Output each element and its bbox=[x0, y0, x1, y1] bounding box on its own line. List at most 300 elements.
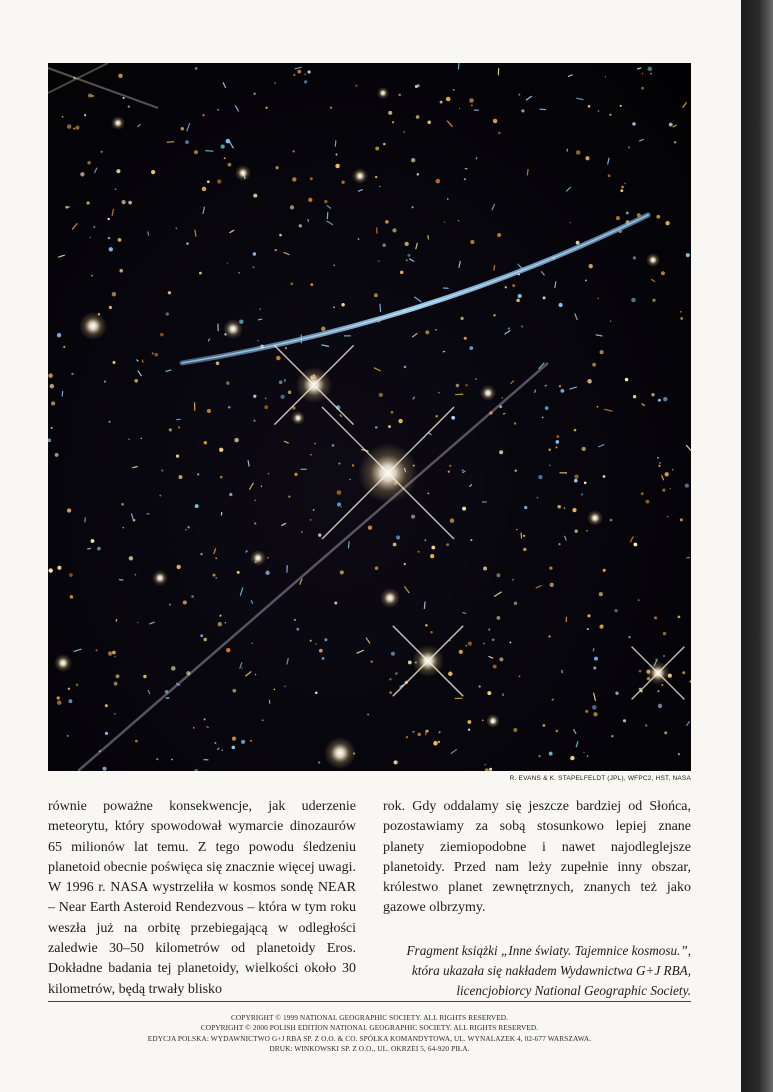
faint-star bbox=[296, 628, 299, 631]
faint-star bbox=[288, 390, 292, 394]
faint-star bbox=[241, 740, 245, 744]
faint-star bbox=[358, 238, 360, 240]
faint-star bbox=[255, 674, 257, 676]
diffraction-spike-corner-2 bbox=[48, 63, 108, 93]
faint-star bbox=[658, 704, 662, 708]
faint-star bbox=[388, 425, 391, 428]
faint-star bbox=[154, 353, 158, 357]
faint-star bbox=[585, 279, 587, 281]
faint-star bbox=[313, 509, 315, 511]
faint-star bbox=[512, 284, 515, 287]
faint-star bbox=[338, 463, 340, 465]
faint-star bbox=[523, 548, 526, 551]
faint-star bbox=[389, 691, 392, 694]
cosmic-ray-streak bbox=[138, 124, 141, 127]
faint-star bbox=[435, 415, 437, 417]
cosmic-ray-streak bbox=[230, 142, 234, 149]
faint-star bbox=[523, 535, 525, 537]
faint-star bbox=[468, 729, 470, 731]
cosmic-ray-streak bbox=[527, 169, 528, 175]
faint-star bbox=[292, 177, 296, 181]
cosmic-ray-streak bbox=[511, 381, 514, 384]
faint-star bbox=[57, 333, 61, 337]
cosmic-ray-streak bbox=[521, 533, 522, 539]
faint-star bbox=[559, 303, 563, 307]
faint-star bbox=[253, 266, 255, 268]
cosmic-ray-streak bbox=[545, 385, 547, 386]
faint-star bbox=[663, 655, 665, 657]
faint-star bbox=[200, 553, 202, 555]
cosmic-ray-streak bbox=[245, 671, 251, 676]
faint-star bbox=[250, 740, 252, 742]
bright-star bbox=[486, 714, 500, 728]
faint-star bbox=[299, 224, 302, 227]
faint-star bbox=[301, 531, 303, 533]
faint-star bbox=[195, 67, 198, 70]
faint-star bbox=[415, 85, 418, 88]
faint-star bbox=[55, 453, 59, 457]
faint-star bbox=[600, 625, 603, 628]
faint-star bbox=[76, 683, 79, 686]
faint-star bbox=[483, 567, 487, 571]
faint-star bbox=[438, 392, 440, 394]
faint-star bbox=[436, 179, 441, 184]
diffraction-spike-long bbox=[78, 363, 548, 771]
faint-star bbox=[537, 497, 539, 499]
faint-star bbox=[156, 758, 158, 760]
faint-star bbox=[253, 420, 255, 422]
faint-star bbox=[161, 470, 163, 472]
faint-star bbox=[318, 533, 321, 536]
faint-star bbox=[221, 145, 225, 149]
faint-star bbox=[418, 551, 420, 553]
faint-star bbox=[589, 264, 593, 268]
faint-star bbox=[123, 97, 125, 99]
faint-star bbox=[135, 740, 138, 743]
faint-star bbox=[652, 299, 655, 302]
faint-star bbox=[51, 427, 53, 429]
cosmic-ray-streak bbox=[72, 223, 77, 229]
faint-star bbox=[128, 201, 132, 205]
cosmic-ray-streak bbox=[214, 548, 216, 554]
faint-star bbox=[680, 518, 683, 521]
faint-star bbox=[416, 115, 420, 119]
copyright-line: EDYCJA POLSKA: WYDAWNICTWO G+J RBA SP. Z O.O. & CO. SPÓŁKA KOMANDYTOWA, UL. WYNALAZEK 4, 02-677 WARSZAWA. bbox=[147, 1033, 592, 1043]
cosmic-ray-streak bbox=[686, 558, 690, 559]
cosmic-ray-streak bbox=[569, 387, 577, 389]
faint-star bbox=[67, 124, 71, 128]
faint-star bbox=[264, 405, 268, 409]
faint-star bbox=[288, 495, 290, 497]
faint-star bbox=[646, 500, 650, 504]
cosmic-ray-streak bbox=[565, 536, 567, 541]
faint-star bbox=[475, 378, 477, 380]
faint-star bbox=[391, 652, 395, 656]
faint-star bbox=[425, 330, 429, 334]
cosmic-ray-streak bbox=[74, 649, 82, 651]
faint-star bbox=[335, 164, 340, 169]
faint-star bbox=[116, 674, 120, 678]
cosmic-ray-streak bbox=[374, 368, 381, 371]
article-left-column bbox=[48, 797, 356, 1000]
cosmic-ray-streak bbox=[596, 335, 603, 336]
cosmic-ray-streak bbox=[132, 467, 137, 468]
faint-star bbox=[603, 569, 606, 572]
cosmic-ray-streak bbox=[322, 345, 329, 347]
cosmic-ray-streak bbox=[489, 656, 494, 658]
faint-star bbox=[598, 110, 600, 112]
faint-star bbox=[379, 393, 383, 397]
faint-star bbox=[268, 473, 269, 474]
faint-star bbox=[255, 500, 256, 501]
faint-star bbox=[114, 656, 115, 657]
faint-star bbox=[379, 186, 380, 187]
faint-star bbox=[371, 660, 373, 662]
faint-star bbox=[228, 163, 232, 167]
cosmic-ray-streak bbox=[187, 123, 190, 131]
cosmic-ray-streak bbox=[119, 580, 123, 581]
faint-star bbox=[449, 465, 451, 467]
faint-star bbox=[333, 264, 335, 266]
faint-star bbox=[193, 727, 195, 729]
cosmic-ray-streak bbox=[428, 235, 429, 239]
faint-star bbox=[514, 602, 517, 605]
cosmic-ray-streak bbox=[148, 690, 150, 694]
cosmic-ray-streak bbox=[637, 68, 641, 69]
cosmic-ray-streak bbox=[269, 700, 270, 704]
cosmic-ray-streak bbox=[166, 370, 172, 372]
faint-star bbox=[433, 741, 438, 746]
faint-star bbox=[667, 516, 668, 517]
faint-star bbox=[108, 421, 110, 423]
faint-star bbox=[411, 515, 415, 519]
faint-star bbox=[430, 554, 434, 558]
cosmic-ray-streak bbox=[131, 513, 133, 521]
faint-star bbox=[549, 752, 553, 756]
faint-star bbox=[685, 484, 689, 488]
faint-star bbox=[319, 649, 323, 653]
cosmic-ray-streak bbox=[308, 219, 309, 222]
faint-star bbox=[160, 333, 164, 337]
cosmic-ray-streak bbox=[205, 151, 213, 152]
faint-star bbox=[285, 347, 287, 349]
article-paragraph: równie poważne konsekwencje, jak uderzenie meteorytu, który spowodował wymarcie dinozaurów 65 milionów lat temu. Z tego powodu śledzeniu planetoid obecnie poświęca się znacznie więcej uwagi. W 1996 r. NASA wystrzeliła w kosmos sondę NEAR – Near Earth Asteroid Rendezvous – która w tym roku weszła już na orbitę przebiegającą w odległości zaledwie 30–50 kilometrów od planetoidy Eros. Dokładne badania tej planetoidy, wielkości około 30 kilometrów, będą trwały blisko bbox=[48, 799, 356, 997]
faint-star bbox=[588, 105, 591, 108]
faint-star bbox=[518, 294, 522, 298]
cosmic-ray-streak bbox=[568, 75, 573, 77]
faint-star bbox=[572, 508, 576, 512]
faint-star bbox=[336, 154, 338, 156]
faint-star bbox=[576, 241, 580, 245]
faint-star bbox=[141, 438, 143, 440]
faint-star bbox=[623, 719, 626, 722]
diffraction-spike-corner bbox=[48, 68, 158, 108]
faint-star bbox=[633, 543, 637, 547]
faint-star bbox=[594, 657, 598, 661]
faint-star bbox=[330, 107, 332, 109]
faint-star bbox=[620, 105, 622, 107]
cosmic-ray-streak bbox=[451, 749, 457, 753]
faint-star bbox=[341, 181, 344, 184]
cosmic-ray-streak bbox=[249, 483, 253, 490]
faint-star bbox=[280, 395, 284, 399]
cosmic-ray-streak bbox=[112, 209, 114, 216]
faint-star bbox=[168, 291, 171, 294]
cosmic-ray-streak bbox=[598, 444, 604, 447]
faint-star bbox=[598, 298, 599, 299]
faint-star bbox=[241, 667, 242, 668]
faint-star bbox=[558, 543, 560, 545]
faint-star bbox=[521, 325, 523, 327]
faint-star bbox=[261, 486, 262, 487]
faint-star bbox=[576, 150, 581, 155]
faint-star bbox=[284, 686, 286, 688]
faint-star bbox=[439, 731, 441, 733]
faint-star bbox=[310, 177, 313, 180]
faint-star bbox=[385, 220, 389, 224]
cosmic-ray-streak bbox=[494, 592, 502, 597]
faint-star bbox=[499, 657, 503, 661]
faint-star bbox=[49, 568, 53, 572]
faint-star bbox=[355, 85, 357, 87]
cosmic-ray-streak bbox=[447, 121, 452, 127]
faint-star bbox=[686, 253, 690, 257]
faint-star bbox=[279, 234, 282, 237]
faint-star bbox=[556, 440, 560, 444]
faint-star bbox=[171, 759, 173, 761]
cosmic-ray-streak bbox=[470, 484, 472, 486]
faint-star bbox=[438, 741, 440, 743]
cosmic-ray-streak bbox=[552, 699, 554, 700]
faint-star bbox=[406, 259, 408, 261]
faint-star bbox=[337, 490, 342, 495]
faint-star bbox=[310, 519, 312, 521]
faint-star bbox=[493, 665, 497, 669]
cosmic-ray-streak bbox=[412, 333, 417, 337]
faint-star bbox=[274, 82, 275, 83]
faint-star bbox=[199, 272, 202, 275]
cosmic-ray-streak bbox=[380, 304, 381, 312]
faint-star bbox=[108, 651, 112, 655]
faint-star bbox=[538, 475, 542, 479]
faint-star bbox=[332, 444, 335, 447]
faint-star bbox=[232, 746, 236, 750]
faint-star bbox=[631, 298, 636, 303]
faint-star bbox=[101, 151, 103, 153]
faint-star bbox=[488, 629, 490, 631]
faint-star bbox=[574, 429, 577, 432]
cosmic-ray-streak bbox=[639, 139, 644, 141]
cosmic-ray-streak bbox=[458, 63, 459, 69]
faint-star bbox=[374, 293, 378, 297]
bright-star bbox=[250, 550, 266, 566]
bright-star bbox=[223, 319, 243, 339]
faint-star bbox=[90, 237, 91, 238]
faint-star bbox=[396, 535, 400, 539]
bright-star bbox=[480, 385, 496, 401]
cosmic-ray-streak bbox=[541, 271, 544, 275]
faint-star bbox=[87, 161, 90, 164]
faint-star bbox=[129, 556, 133, 560]
faint-star bbox=[514, 422, 516, 424]
faint-star bbox=[509, 641, 511, 643]
cosmic-ray-streak bbox=[147, 514, 150, 515]
faint-star bbox=[375, 176, 377, 178]
faint-star bbox=[570, 756, 574, 760]
faint-star bbox=[238, 272, 240, 274]
cosmic-ray-streak bbox=[142, 360, 143, 363]
faint-star bbox=[497, 233, 501, 237]
faint-star bbox=[493, 314, 495, 316]
faint-star bbox=[276, 356, 281, 361]
cosmic-ray-streak bbox=[167, 142, 174, 143]
faint-star bbox=[394, 760, 398, 764]
faint-star bbox=[253, 395, 256, 398]
cosmic-ray-streak bbox=[348, 541, 349, 548]
faint-star bbox=[435, 329, 437, 331]
faint-star bbox=[496, 616, 500, 620]
faint-star bbox=[424, 539, 426, 541]
faint-star bbox=[183, 600, 187, 604]
faint-star bbox=[593, 712, 597, 716]
faint-star bbox=[294, 473, 297, 476]
faint-star bbox=[324, 200, 328, 204]
faint-star bbox=[464, 178, 466, 180]
faint-star bbox=[521, 109, 524, 112]
faint-star bbox=[197, 473, 199, 475]
faint-star bbox=[405, 242, 409, 246]
faint-star bbox=[587, 628, 589, 630]
faint-star bbox=[122, 200, 126, 204]
faint-star bbox=[456, 384, 459, 387]
faint-star bbox=[574, 475, 578, 479]
cosmic-ray-streak bbox=[566, 187, 571, 191]
faint-star bbox=[109, 247, 113, 251]
faint-star bbox=[260, 308, 261, 309]
faint-star bbox=[185, 140, 189, 144]
faint-star bbox=[121, 503, 124, 506]
cosmic-ray-streak bbox=[366, 638, 370, 644]
faint-star bbox=[408, 660, 412, 664]
faint-star bbox=[425, 624, 427, 626]
cosmic-ray-streak bbox=[503, 413, 505, 414]
faint-star bbox=[227, 262, 228, 263]
faint-star bbox=[114, 713, 116, 715]
faint-star bbox=[468, 720, 472, 724]
faint-star bbox=[265, 398, 267, 400]
cosmic-ray-streak bbox=[340, 415, 342, 417]
cosmic-ray-streak bbox=[87, 548, 91, 549]
faint-star bbox=[135, 574, 137, 576]
bright-star bbox=[352, 168, 368, 184]
faint-star bbox=[556, 730, 559, 733]
faint-star bbox=[549, 566, 552, 569]
faint-star bbox=[226, 381, 229, 384]
faint-star bbox=[498, 132, 500, 134]
faint-star bbox=[169, 428, 172, 431]
faint-star bbox=[657, 457, 659, 459]
faint-star bbox=[641, 87, 644, 90]
faint-star bbox=[638, 599, 639, 600]
faint-star bbox=[251, 642, 253, 644]
cosmic-ray-streak bbox=[630, 536, 633, 542]
faint-star bbox=[51, 401, 55, 405]
faint-star bbox=[440, 101, 443, 104]
faint-star bbox=[411, 206, 413, 208]
faint-star bbox=[112, 651, 116, 655]
faint-star bbox=[665, 221, 669, 225]
faint-star bbox=[128, 105, 130, 107]
faint-star bbox=[620, 189, 623, 192]
faint-star bbox=[482, 720, 483, 721]
bright-star bbox=[152, 570, 168, 586]
faint-star bbox=[86, 201, 89, 204]
faint-star bbox=[207, 409, 211, 413]
faint-star bbox=[392, 228, 396, 232]
faint-star bbox=[538, 755, 540, 757]
cosmic-ray-streak bbox=[443, 351, 445, 352]
cosmic-ray-streak bbox=[534, 390, 535, 393]
faint-star bbox=[406, 736, 408, 738]
faint-star bbox=[88, 93, 92, 97]
faint-star bbox=[48, 438, 51, 442]
faint-star bbox=[169, 604, 171, 606]
page-edge-shadow bbox=[741, 0, 773, 1092]
faint-star bbox=[559, 385, 561, 387]
cosmic-ray-streak bbox=[240, 588, 243, 596]
faint-star bbox=[119, 269, 123, 273]
cosmic-ray-streak bbox=[62, 391, 63, 396]
faint-star bbox=[71, 373, 73, 375]
cosmic-ray-streak bbox=[414, 297, 421, 302]
cosmic-ray-streak bbox=[358, 190, 363, 192]
faint-star bbox=[493, 119, 498, 124]
faint-star bbox=[542, 417, 544, 419]
faint-star bbox=[253, 194, 257, 198]
faint-star bbox=[678, 753, 680, 755]
cosmic-ray-streak bbox=[476, 157, 477, 159]
cosmic-ray-streak bbox=[642, 404, 645, 406]
faint-star bbox=[57, 566, 61, 570]
cosmic-ray-streak bbox=[424, 602, 425, 609]
faint-star bbox=[512, 579, 514, 581]
faint-star bbox=[549, 465, 550, 466]
faint-star bbox=[97, 547, 101, 551]
faint-star bbox=[104, 381, 106, 383]
faint-star bbox=[581, 493, 583, 495]
faint-star bbox=[400, 271, 403, 274]
faint-star bbox=[524, 506, 527, 509]
faint-star bbox=[661, 271, 665, 275]
cosmic-ray-streak bbox=[494, 265, 495, 270]
faint-star bbox=[108, 218, 110, 220]
faint-star bbox=[118, 74, 122, 78]
asteroid-trail bbox=[182, 215, 648, 363]
faint-star bbox=[600, 350, 604, 354]
cosmic-ray-streak bbox=[404, 586, 409, 593]
faint-star bbox=[177, 565, 181, 569]
faint-star bbox=[137, 622, 138, 623]
faint-star bbox=[583, 752, 584, 753]
faint-star bbox=[599, 592, 603, 596]
faint-star bbox=[179, 475, 183, 479]
cosmic-ray-streak bbox=[335, 140, 336, 146]
faint-star bbox=[69, 573, 73, 577]
faint-star bbox=[462, 507, 466, 511]
faint-star bbox=[656, 215, 660, 219]
faint-star bbox=[680, 317, 683, 320]
faint-star bbox=[624, 183, 626, 185]
